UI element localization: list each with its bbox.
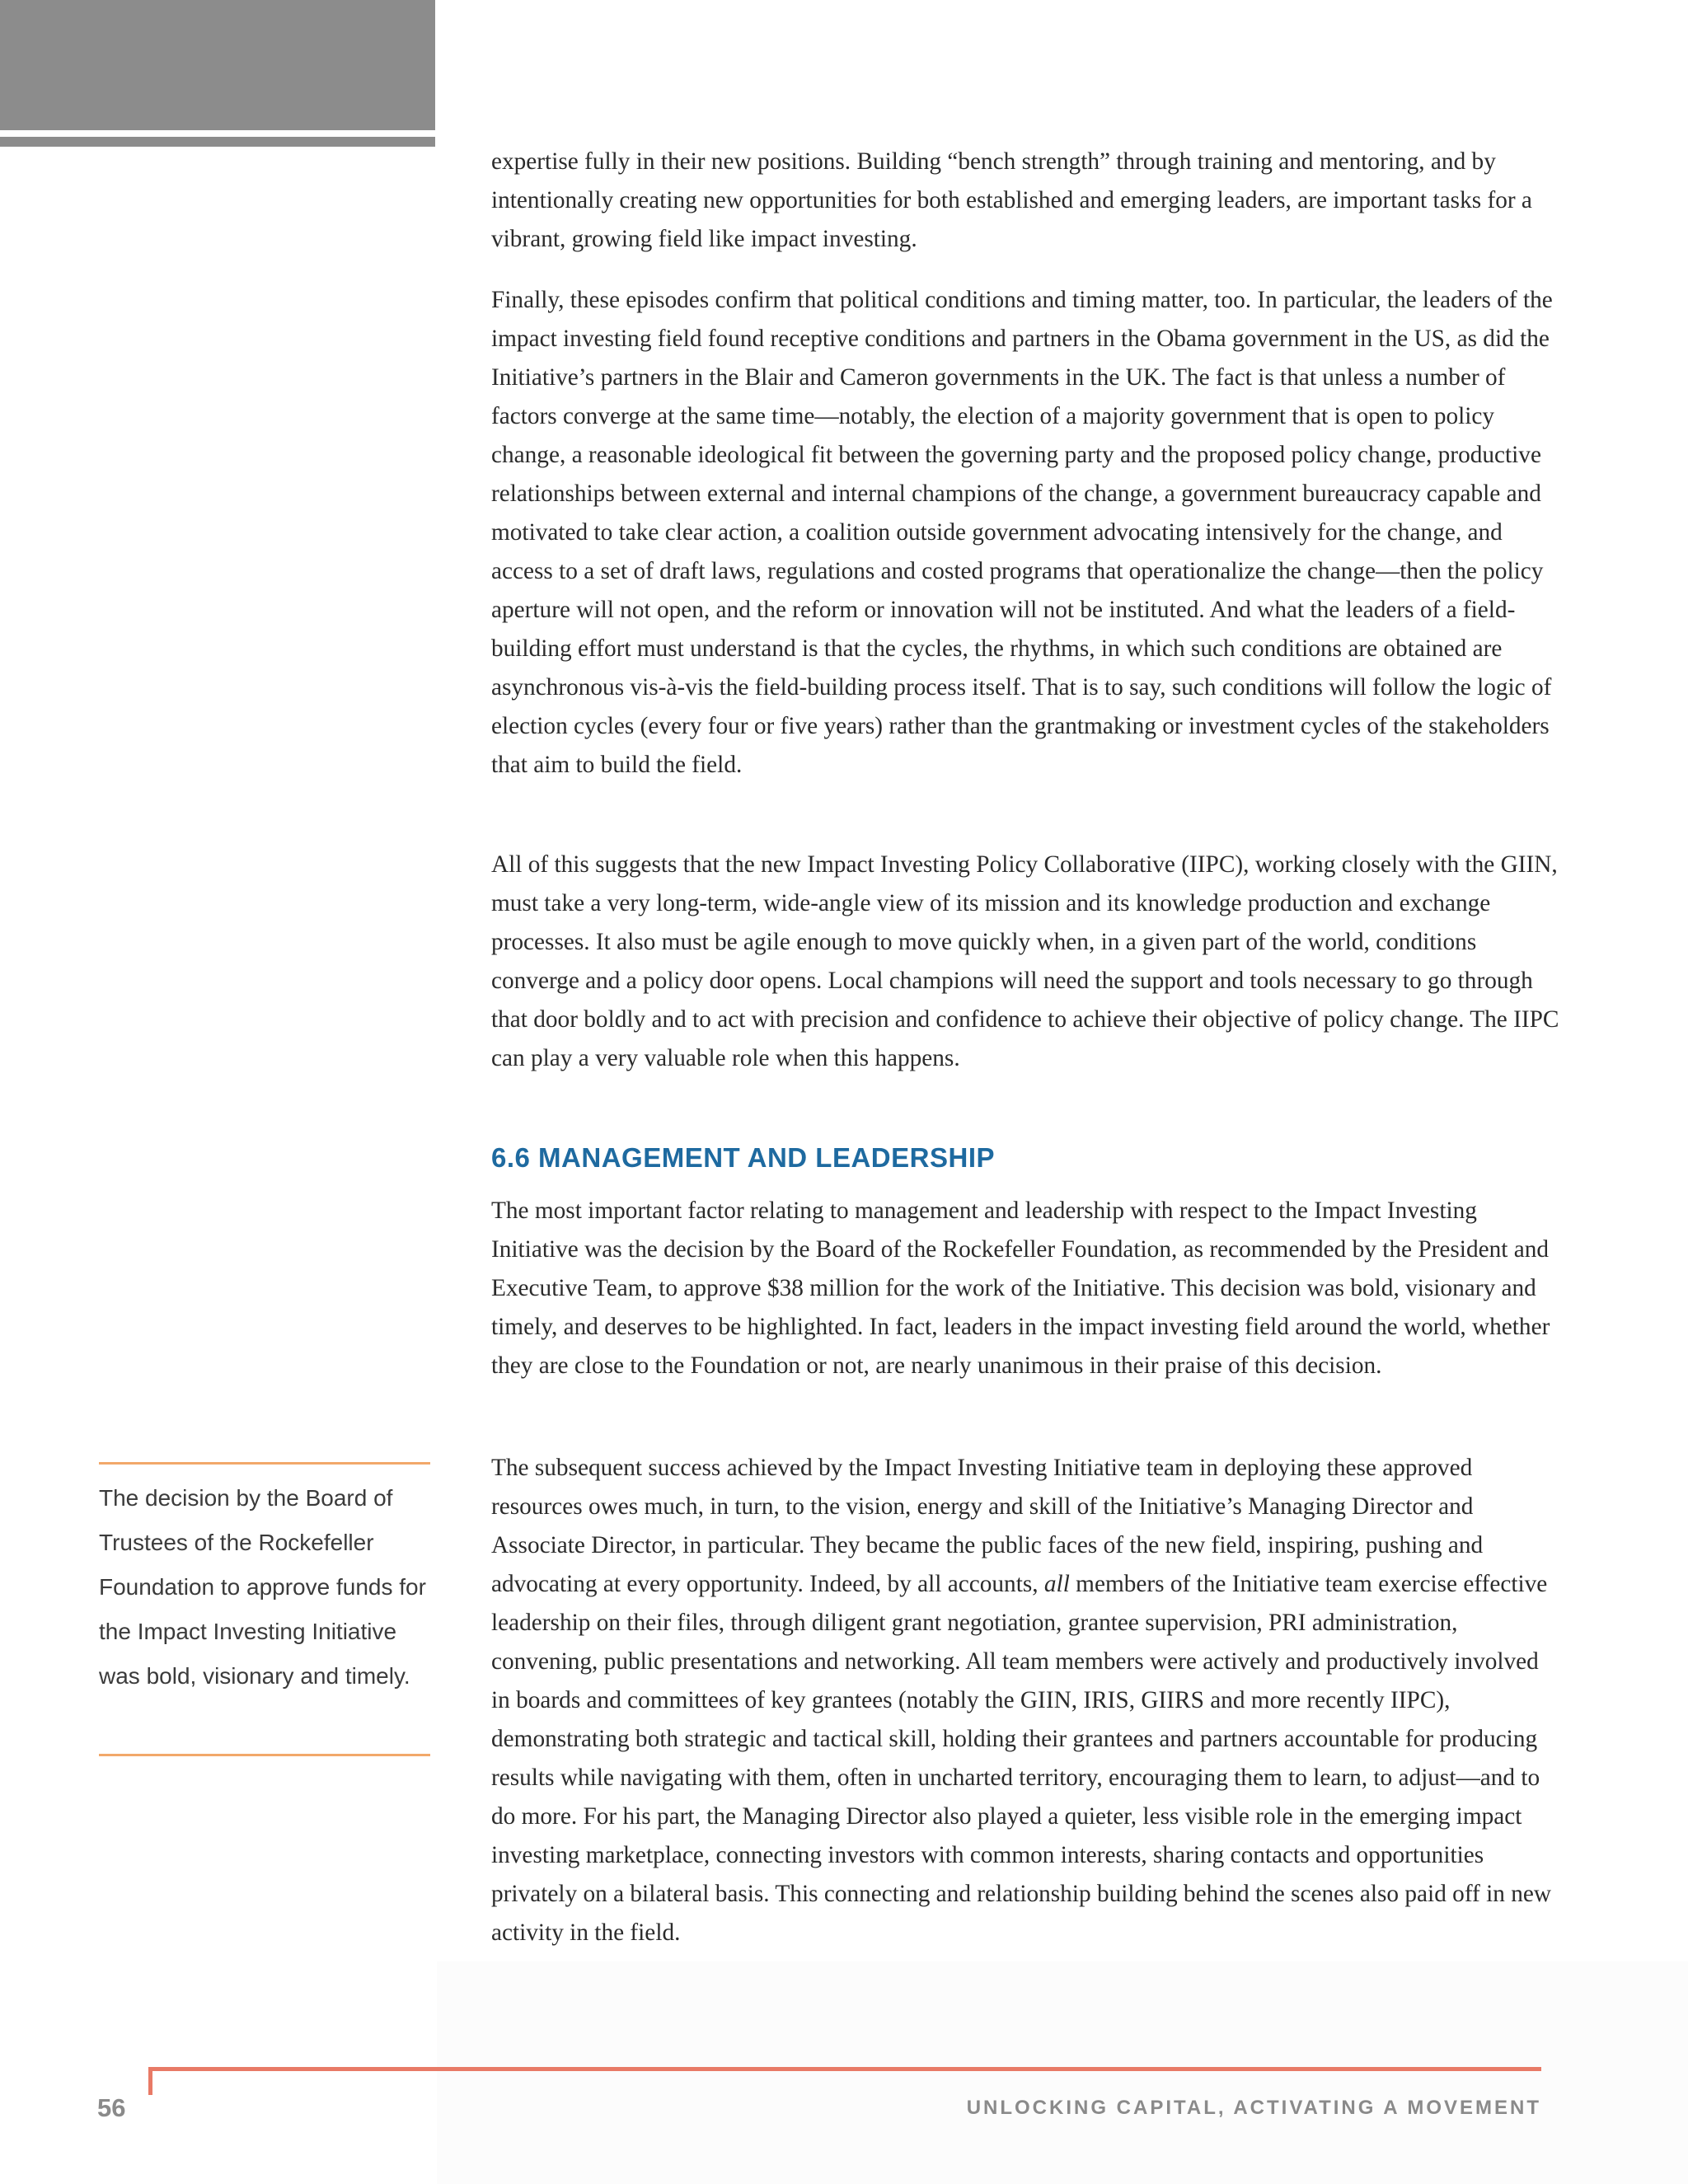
footer-rule-tick <box>148 2067 152 2095</box>
paragraph-text: The most important factor relating to management and leadership with respect to the Impact Investing Initiative was the decision by the Board of the Rockefeller Foundation, as recommended by the President and Executive Team, to approve $38 million for the work of the Initiative. This decision was bold, visionary and timely, and deserves to be highlighted. In fact, leaders in the impact investing field around the world, whether they are close to the Foundation or not, are nearly unanimous in their praise of this decision. <box>491 1197 1550 1379</box>
body-paragraph-success <box>491 1449 1563 1952</box>
footer-rule <box>148 2067 1541 2071</box>
section-heading: 6.6 MANAGEMENT AND LEADERSHIP <box>491 1142 995 1173</box>
emphasis-text: all <box>1043 1571 1070 1597</box>
header-gray-rule <box>0 137 435 147</box>
bottom-shade <box>437 1961 1688 2184</box>
body-paragraph-political <box>491 281 1563 785</box>
paragraph-text-end: members of the Initiative team exercise effective leadership on their files, through diligent grant negotiation, grantee supervision, PRI administration, convening, public presentations and networking. All team members were actively and productively involved in boards and committees of key grantees (notably the GIIN, IRIS, GIIRS and more recently IIPC), demonstrating both strategic and tactical skill, holding their grantees and partners accountable for producing results while navigating with them, often in uncharted territory, encouraging them to learn, to adjust—and to do more. For his part, the Managing Director also played a quieter, less visible role in the emerging impact investing marketplace, connecting investors with common interests, sharing contacts and opportunities privately on a bilateral basis. This connecting and relationship building behind the scenes also paid off in new activity in the field. <box>491 1571 1552 1946</box>
page-number: 56 <box>97 2093 126 2122</box>
pull-quote-top-rule <box>99 1462 430 1465</box>
pull-quote: The decision by the Board of Trustees of the Rockefeller Foundation to approve funds for the Impact Investing Initiative was bold, visionary and timely. <box>99 1485 426 1689</box>
header-gray-block <box>0 0 435 130</box>
paragraph-text: expertise fully in their new positions. Building “bench strength” through training and mentoring, and by intentionally creating new opportunities for both established and emerging leaders, are important tasks for a vibrant, growing field like impact investing. <box>491 148 1532 252</box>
paragraph-text <box>491 1449 1563 1952</box>
pull-quote-bottom-rule <box>99 1754 430 1756</box>
body-paragraph-decision <box>491 1192 1563 1385</box>
paragraph-text: All of this suggests that the new Impact Investing Policy Collaborative (IIPC), working closely with the GIIN, must take a very long-term, wide-angle view of its mission and its knowledge production and exchange processes. It also must be agile enough to move quickly when, in a given part of the world, conditions converge and a policy door opens. Local champions will need the support and tools necessary to go through that door boldly and to act with precision and confidence to achieve their objective of policy change. The IIPC can play a very valuable role when this happens. <box>491 851 1559 1071</box>
paragraph-text-start: The subsequent success achieved by the Impact Investing Initiative team in deploying these approved resources owes much, in turn, to the vision, energy and skill of the Initiative’s Managing Director and Associate Director, in particular. They became the public faces of the new field, inspiring, pushing and advocating at every opportunity. Indeed, by all accounts, <box>491 1455 1484 1597</box>
paragraph-text: Finally, these episodes confirm that political conditions and timing matter, too. In particular, the leaders of the impact investing field found receptive conditions and partners in the Obama government in the US, as did the Initiative’s partners in the Blair and Cameron governments in the UK. The fact is that unless a number of factors converge at the same time—notably, the election of a majority government that is open to policy change, a reasonable ideological fit between the governing party and the proposed policy change, productive relationships between external and internal champions of the change, a government bureaucracy capable and motivated to take clear action, a coalition outside government advocating intensively for the change, and access to a set of draft laws, regulations and costed programs that operationalize the change—then the policy aperture will not open, and the reform or innovation will not be instituted. And what the leaders of a field-building effort must understand is that the cycles, the rhythms, in which such conditions are obtained are asynchronous vis-à-vis the field-building process itself. That is to say, such conditions will follow the logic of election cycles (every four or five years) rather than the grantmaking or investment cycles of the stakeholders that aim to build the field. <box>491 287 1553 778</box>
body-paragraph-iipc <box>491 846 1563 1078</box>
running-title: UNLOCKING CAPITAL, ACTIVATING A MOVEMENT <box>966 2097 1541 2119</box>
body-paragraph-continued <box>491 143 1563 259</box>
